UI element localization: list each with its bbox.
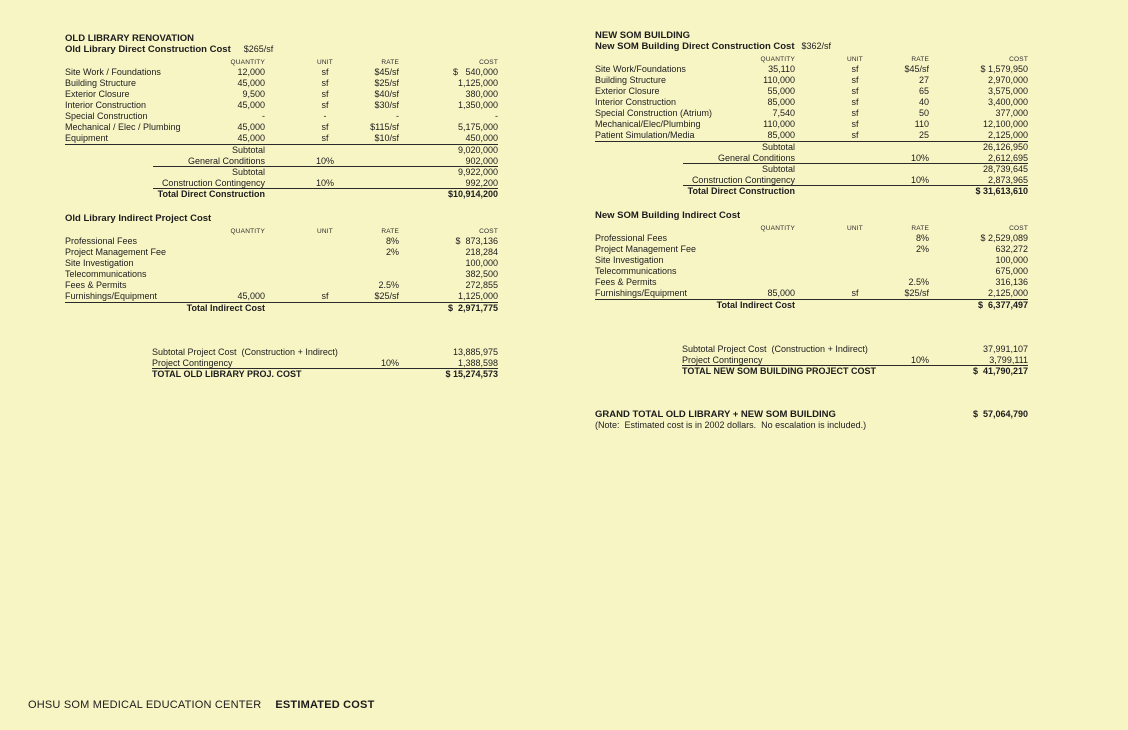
indirect-cost-title: Old Library Indirect Project Cost	[65, 213, 212, 224]
cell-label: Subtotal	[761, 142, 795, 152]
cell-cost: 272,855	[465, 280, 498, 290]
direct-cost-subtitle-text: Old Library Direct Construction Cost	[65, 44, 231, 55]
grand-total-note: (Note: Estimated cost is in 2002 dollars. No escalation is included.)	[595, 420, 867, 430]
row-fees-permits	[595, 277, 1028, 288]
row-total-new-som-building-project-cost	[595, 366, 1028, 377]
cell-quantity: 45,000	[237, 78, 265, 88]
cell-label: Site Investigation	[595, 255, 664, 265]
cell-cost: $ 2,971,775	[447, 303, 498, 313]
cell-rate: 10%	[910, 355, 929, 365]
cell-label: Professional Fees	[595, 233, 668, 243]
cell-rate: 25	[918, 130, 929, 140]
cell-rate: 8%	[915, 233, 929, 243]
cell-cost: $ 15,274,573	[445, 369, 498, 379]
cell-quantity: 12,000	[237, 67, 265, 77]
cell-label: Equipment	[65, 133, 109, 143]
new-som-building-section	[595, 30, 1028, 431]
cell-cost: -	[495, 111, 498, 121]
grand-total-label: GRAND TOTAL OLD LIBRARY + NEW SOM BUILDING	[595, 409, 836, 420]
cell-cost: 12,100,000	[982, 119, 1028, 129]
cell-unit: sf	[851, 64, 859, 74]
column-headers	[595, 55, 1028, 64]
cell-label: Special Construction	[65, 111, 148, 121]
col-header-cost: COST	[479, 228, 498, 235]
cell-cost: 9,020,000	[457, 145, 498, 155]
col-header-quantity: QUANTITY	[230, 228, 265, 235]
cell-quantity: 85,000	[767, 97, 795, 107]
cell-label: Project Management Fee	[65, 247, 167, 257]
cell-label: Subtotal	[231, 167, 265, 177]
cell-unit: -	[323, 111, 327, 121]
cell-rate: $25/sf	[904, 288, 929, 298]
row-total-direct-construction	[65, 189, 498, 200]
row-construction-contingency	[65, 178, 498, 189]
row-professional-fees	[65, 236, 498, 247]
row-general-conditions	[65, 156, 498, 167]
cell-rate: 40	[918, 97, 929, 107]
cell-quantity: 45,000	[237, 291, 265, 301]
col-header-quantity: QUANTITY	[760, 225, 795, 232]
col-header-cost: COST	[1009, 56, 1028, 63]
cell-cost: 2,125,000	[987, 130, 1028, 140]
cell-quantity: 55,000	[767, 86, 795, 96]
cell-rate: 2.5%	[378, 280, 399, 290]
cell-quantity: -	[262, 111, 265, 121]
row-exterior-closure	[65, 89, 498, 100]
column-headers	[65, 58, 498, 67]
cell-cost: 3,400,000	[987, 97, 1028, 107]
cell-quantity: 45,000	[237, 122, 265, 132]
row-building-structure	[595, 75, 1028, 86]
cell-cost: 26,126,950	[982, 142, 1028, 152]
cell-label: Site Investigation	[65, 258, 134, 268]
cell-cost: 3,799,111	[989, 355, 1028, 365]
cell-label: Furnishings/Equipment	[595, 288, 688, 298]
footer-estimated-cost-label: ESTIMATED COST	[275, 699, 375, 711]
cell-label: Telecommunications	[65, 269, 147, 279]
cell-label: Subtotal	[761, 164, 795, 174]
cell-percentage: 10%	[910, 175, 929, 185]
cell-percentage: 10%	[315, 156, 334, 166]
cell-rate: 8%	[385, 236, 399, 246]
row-construction-contingency	[595, 175, 1028, 186]
cell-unit: sf	[321, 133, 329, 143]
cell-unit: sf	[851, 97, 859, 107]
row-building-structure	[65, 78, 498, 89]
cell-cost: 9,922,000	[457, 167, 498, 177]
cell-cost: $ 873,136	[455, 236, 498, 246]
row-site-work-foundations	[65, 67, 498, 78]
cell-cost: 2,873,965	[987, 175, 1028, 185]
cell-label: Exterior Closure	[595, 86, 660, 96]
row-professional-fees	[595, 233, 1028, 244]
row-patient-simulation-media	[595, 130, 1028, 142]
cell-unit: sf	[851, 119, 859, 129]
cell-quantity: 35,110	[768, 64, 795, 74]
cell-label: Interior Construction	[65, 100, 147, 110]
cell-rate: $45/sf	[374, 67, 399, 77]
old-library-section	[65, 33, 498, 380]
cell-unit: sf	[851, 75, 859, 85]
col-header-unit: UNIT	[317, 59, 333, 66]
row-subtotal-project-cost	[595, 344, 1028, 355]
cell-unit: sf	[321, 89, 329, 99]
cell-cost: 100,000	[995, 255, 1028, 265]
cell-unit: sf	[321, 100, 329, 110]
cell-label: Total Indirect Cost	[716, 300, 795, 310]
cell-quantity: 85,000	[767, 288, 795, 298]
col-header-cost: COST	[479, 59, 498, 66]
cell-cost: 3,575,000	[987, 86, 1028, 96]
cell-label: TOTAL NEW SOM BUILDING PROJECT COST	[682, 366, 877, 376]
cell-label: Mechanical/Elec/Plumbing	[595, 119, 701, 129]
cell-label: Furnishings/Equipment	[65, 291, 158, 301]
cell-cost: 1,350,000	[457, 100, 498, 110]
cell-quantity: 45,000	[237, 100, 265, 110]
cell-quantity: 110,000	[763, 119, 795, 129]
row-total-direct-construction	[595, 186, 1028, 197]
cell-label: Construction Contingency	[161, 178, 265, 188]
cell-cost: 902,000	[465, 156, 498, 166]
row-telecommunications	[65, 269, 498, 280]
col-header-unit: UNIT	[847, 56, 863, 63]
cell-rate: 65	[918, 86, 929, 96]
cell-rate: $40/sf	[374, 89, 399, 99]
row-project-contingency	[65, 358, 498, 369]
cell-label: Special Construction (Atrium)	[595, 108, 713, 118]
grand-total-cost: $ 57,064,790	[972, 409, 1028, 419]
row-mechanical-elec-plumbing	[65, 122, 498, 133]
cell-cost: 992,200	[465, 178, 498, 188]
cell-unit: sf	[851, 130, 859, 140]
cell-cost: 450,000	[465, 133, 498, 143]
row-project-management-fee	[595, 244, 1028, 255]
cell-label: Fees & Permits	[65, 280, 127, 290]
cell-quantity: 9,500	[242, 89, 265, 99]
row-project-contingency	[595, 355, 1028, 366]
row-special-construction-atrium	[595, 108, 1028, 119]
column-headers	[65, 227, 498, 236]
cell-cost: $ 1,579,950	[980, 64, 1028, 74]
cell-label: Total Indirect Cost	[186, 303, 265, 313]
col-header-rate: RATE	[911, 56, 929, 63]
row-site-investigation	[65, 258, 498, 269]
cell-cost: $ 540,000	[452, 67, 498, 77]
cell-cost: 382,500	[465, 269, 498, 279]
row-mechanical-elec-plumbing	[595, 119, 1028, 130]
row-fees-permits	[65, 280, 498, 291]
cell-cost: 37,991,107	[982, 344, 1028, 354]
cell-rate: $25/sf	[374, 291, 399, 301]
row-project-management-fee	[65, 247, 498, 258]
row-grand-total	[595, 409, 1028, 420]
cell-label: Subtotal Project Cost (Construction + Indirect)	[682, 344, 868, 354]
cell-label: Professional Fees	[65, 236, 138, 246]
footer-project-title: OHSU SOM MEDICAL EDUCATION CENTER	[28, 699, 262, 711]
cost-per-sf: $265/sf	[243, 44, 274, 54]
cell-quantity: 7,540	[772, 108, 795, 118]
cell-label: Total Direct Construction	[157, 189, 265, 199]
row-telecommunications	[595, 266, 1028, 277]
col-header-quantity: QUANTITY	[230, 59, 265, 66]
column-headers	[595, 224, 1028, 233]
cell-label: TOTAL OLD LIBRARY PROJ. COST	[152, 369, 302, 379]
cell-percentage: 10%	[315, 178, 334, 188]
cell-unit: sf	[851, 86, 859, 96]
cell-cost: 28,739,645	[982, 164, 1028, 174]
cell-label: Building Structure	[65, 78, 137, 88]
cell-rate: $30/sf	[374, 100, 399, 110]
col-header-unit: UNIT	[847, 225, 863, 232]
cell-unit: sf	[321, 291, 329, 301]
cell-cost: 100,000	[465, 258, 498, 268]
cell-label: Interior Construction	[595, 97, 677, 107]
cell-rate: -	[396, 111, 399, 121]
cell-rate: $115/sf	[370, 122, 399, 132]
cell-rate: $25/sf	[374, 78, 399, 88]
cell-rate: 2.5%	[908, 277, 929, 287]
cell-rate: 2%	[385, 247, 399, 257]
col-header-rate: RATE	[381, 59, 399, 66]
cell-cost: 380,000	[465, 89, 498, 99]
cell-label: General Conditions	[717, 153, 795, 163]
row-exterior-closure	[595, 86, 1028, 97]
row-total-indirect-cost	[595, 300, 1028, 311]
cell-label: Telecommunications	[595, 266, 677, 276]
cell-cost: 1,125,000	[457, 78, 498, 88]
row-site-investigation	[595, 255, 1028, 266]
row-equipment	[65, 133, 498, 145]
cell-rate: 50	[918, 108, 929, 118]
cell-quantity: 45,000	[237, 133, 265, 143]
row-total-old-library-project-cost	[65, 369, 498, 380]
cell-cost: $10,914,200	[447, 189, 498, 199]
cell-cost: 632,272	[995, 244, 1028, 254]
cell-quantity: 85,000	[767, 130, 795, 140]
cell-unit: sf	[851, 288, 859, 298]
cell-cost: $ 2,529,089	[980, 233, 1028, 243]
cell-cost: 13,885,975	[452, 347, 498, 357]
row-general-conditions	[595, 153, 1028, 164]
row-subtotal-project-cost	[65, 347, 498, 358]
col-header-rate: RATE	[911, 225, 929, 232]
row-subtotal	[65, 145, 498, 156]
cell-unit: sf	[321, 122, 329, 132]
cell-rate: $10/sf	[374, 133, 399, 143]
row-interior-construction	[595, 97, 1028, 108]
cell-cost: $ 31,613,610	[975, 186, 1028, 196]
cell-cost: 218,284	[465, 247, 498, 257]
direct-cost-subtitle	[595, 41, 1028, 52]
section-title: OLD LIBRARY RENOVATION	[65, 33, 194, 44]
row-subtotal	[65, 167, 498, 178]
row-special-construction	[65, 111, 498, 122]
cell-rate: 27	[918, 75, 929, 85]
cell-label: General Conditions	[187, 156, 265, 166]
col-header-unit: UNIT	[317, 228, 333, 235]
cell-rate: 110	[914, 119, 929, 129]
cell-unit: sf	[851, 108, 859, 118]
cell-cost: $ 41,790,217	[972, 366, 1028, 376]
row-furnishings-equipment	[595, 288, 1028, 300]
cell-cost: 675,000	[995, 266, 1028, 276]
cell-unit: sf	[321, 78, 329, 88]
row-site-work-foundations	[595, 64, 1028, 75]
page-footer	[28, 699, 375, 711]
cell-rate: $45/sf	[904, 64, 929, 74]
col-header-rate: RATE	[381, 228, 399, 235]
cell-rate: 10%	[380, 358, 399, 368]
cell-cost: 316,136	[995, 277, 1028, 287]
cell-cost: 5,175,000	[457, 122, 498, 132]
direct-cost-subtitle-text: New SOM Building Direct Construction Cost	[595, 41, 795, 52]
cell-label: Subtotal Project Cost (Construction + Indirect)	[152, 347, 338, 357]
cell-cost: 2,970,000	[987, 75, 1028, 85]
cell-label: Total Direct Construction	[687, 186, 795, 196]
cost-per-sf: $362/sf	[801, 41, 832, 51]
row-interior-construction	[65, 100, 498, 111]
cell-label: Project Contingency	[152, 358, 233, 368]
cell-percentage: 10%	[910, 153, 929, 163]
cell-cost: 2,125,000	[987, 288, 1028, 298]
cell-unit: sf	[321, 67, 329, 77]
cell-label: Site Work/Foundations	[595, 64, 686, 74]
cell-cost: $ 6,377,497	[977, 300, 1028, 310]
cell-label: Building Structure	[595, 75, 667, 85]
cell-quantity: 110,000	[763, 75, 795, 85]
row-total-indirect-cost	[65, 303, 498, 314]
col-header-quantity: QUANTITY	[760, 56, 795, 63]
cell-label: Mechanical / Elec / Plumbing	[65, 122, 181, 132]
cell-cost: 377,000	[995, 108, 1028, 118]
cell-label: Site Work / Foundations	[65, 67, 161, 77]
col-header-cost: COST	[1009, 225, 1028, 232]
cell-label: Construction Contingency	[691, 175, 795, 185]
row-grand-total-note	[595, 420, 1028, 431]
section-title: NEW SOM BUILDING	[595, 30, 690, 41]
direct-cost-subtitle	[65, 44, 498, 55]
cell-cost: 1,125,000	[457, 291, 498, 301]
row-subtotal	[595, 164, 1028, 175]
cell-cost: 1,388,598	[457, 358, 498, 368]
cell-label: Fees & Permits	[595, 277, 657, 287]
row-furnishings-equipment	[65, 291, 498, 303]
cell-rate: 2%	[915, 244, 929, 254]
cell-label: Patient Simulation/Media	[595, 130, 695, 140]
cell-label: Project Contingency	[682, 355, 763, 365]
cell-label: Subtotal	[231, 145, 265, 155]
cell-label: Exterior Closure	[65, 89, 130, 99]
indirect-cost-title: New SOM Building Indirect Cost	[595, 210, 741, 221]
cell-label: Project Management Fee	[595, 244, 697, 254]
cell-cost: 2,612,695	[987, 153, 1028, 163]
row-subtotal	[595, 142, 1028, 153]
